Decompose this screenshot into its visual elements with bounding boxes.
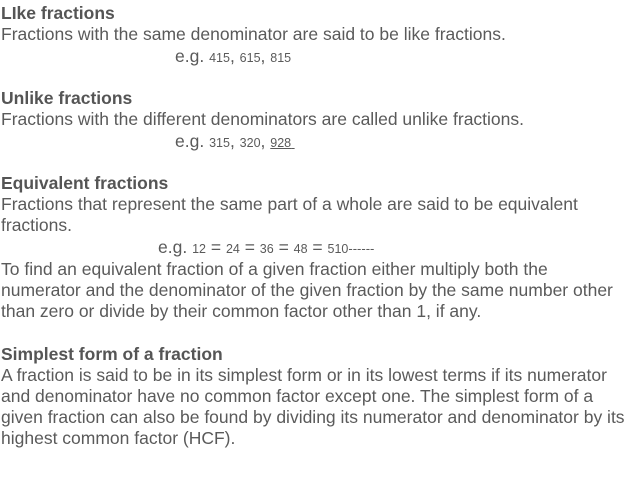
example-fraction: 415	[209, 51, 230, 65]
separator: ,	[229, 131, 240, 151]
simplest-form-line3: given fraction can also be found by dividing its numerator and denominator by its	[1, 407, 625, 427]
equals-sign: =	[273, 237, 294, 257]
example-fraction: 12	[192, 242, 206, 256]
equivalent-fractions-definition-line1: Fractions that represent the same part of a whole are said to be equivalent	[1, 194, 578, 214]
equivalent-method-line2: numerator and the denominator of the given fraction by the same number other	[1, 280, 613, 300]
example-fraction: 615	[239, 51, 261, 65]
separator: ,	[229, 46, 240, 66]
example-prefix: e.g.	[158, 237, 188, 257]
equivalent-fractions-example	[158, 237, 374, 260]
like-fractions-heading: LIke fractions	[1, 3, 115, 23]
equivalent-method-line3: than zero or divide by their common factor other than 1, if any.	[1, 301, 482, 321]
example-fraction: 320	[239, 136, 261, 150]
simplest-form-line2: and denominator have no common factor except one. The simplest form of a	[1, 386, 594, 406]
example-fraction: 24	[225, 242, 240, 256]
equals-sign: =	[205, 237, 226, 257]
equivalent-fractions-heading: Equivalent fractions	[1, 173, 169, 193]
example-prefix: e.g.	[175, 46, 205, 66]
simplest-form-line4: highest common factor (HCF).	[1, 428, 236, 448]
unlike-fractions-heading: Unlike fractions	[1, 88, 133, 108]
equals-sign: =	[307, 237, 328, 257]
equivalent-fractions-definition-line2: fractions.	[1, 215, 72, 235]
example-fraction: 815	[270, 51, 292, 65]
like-fractions-example	[175, 46, 291, 69]
example-dashes: ------	[348, 241, 375, 256]
unlike-fractions-definition: Fractions with the different denominators are called unlike fractions.	[1, 109, 525, 129]
simplest-form-heading: Simplest form of a fraction	[1, 344, 223, 364]
separator: ,	[260, 46, 271, 66]
example-fraction: 36	[259, 242, 274, 256]
example-fraction: 928	[270, 136, 292, 150]
like-fractions-definition: Fractions with the same denominator are said to be like fractions.	[1, 24, 506, 44]
separator: ,	[260, 131, 271, 151]
example-fraction: 315	[209, 136, 230, 150]
simplest-form-line1: A fraction is said to be in its simplest form or in its lowest terms if its numerator	[1, 365, 607, 385]
equals-sign: =	[239, 237, 260, 257]
example-fraction: 510	[327, 242, 349, 256]
example-prefix: e.g.	[175, 131, 205, 151]
unlike-fractions-example	[175, 131, 295, 154]
example-fraction: 48	[293, 242, 308, 256]
equivalent-method-line1: To find an equivalent fraction of a given fraction either multiply both the	[1, 259, 548, 279]
underline-space	[291, 136, 294, 150]
